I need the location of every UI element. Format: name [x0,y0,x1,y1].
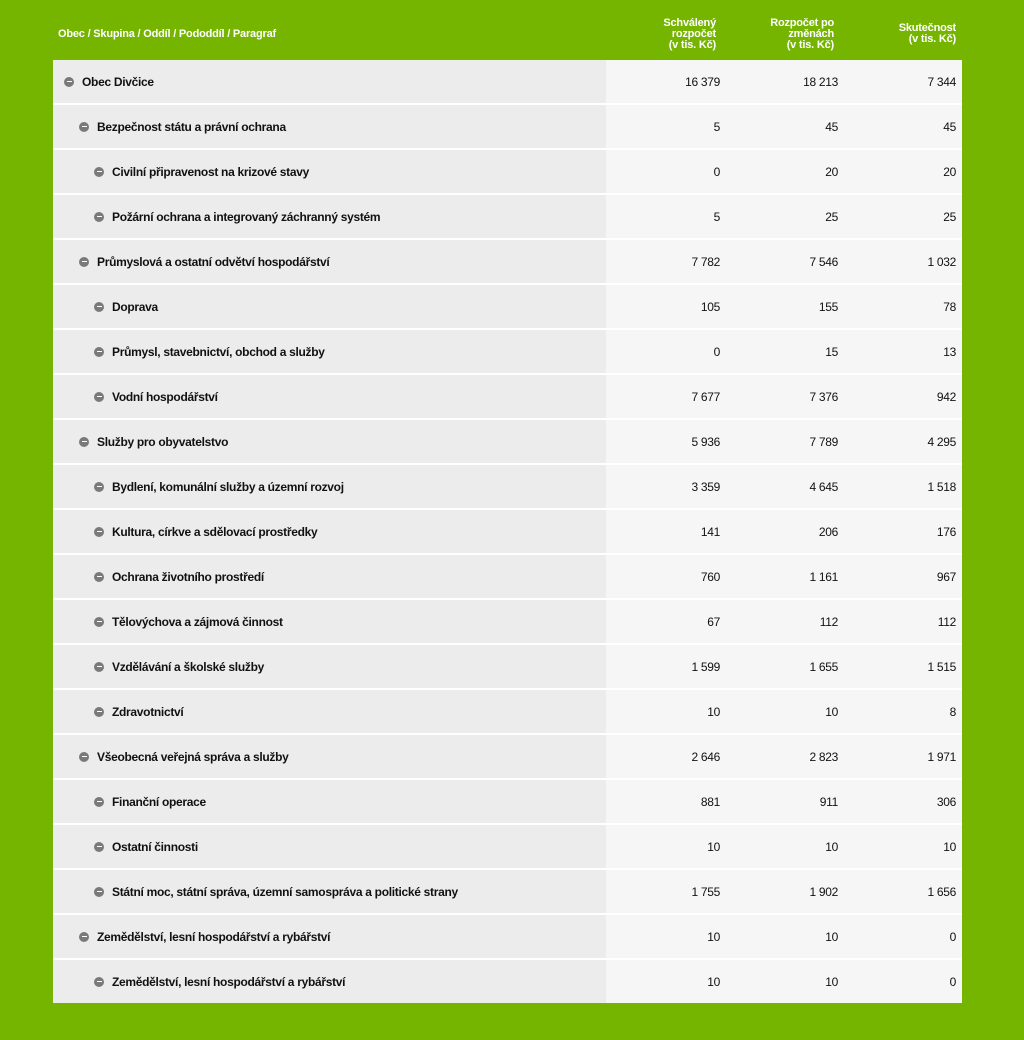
row-values [606,510,962,553]
header-approved-col[interactable] [602,18,716,51]
approved-value: 881 [700,794,720,809]
row-name-cell[interactable] [53,60,606,103]
approved-value: 1 755 [691,884,720,899]
row-name-cell[interactable] [53,240,606,283]
table-row[interactable] [53,330,962,375]
row-values [606,825,962,868]
actual-value: 20 [943,164,956,179]
approved-value: 5 936 [691,434,720,449]
approved-value: 141 [700,524,720,539]
table-row[interactable] [53,870,962,915]
collapse-icon[interactable] [79,257,89,267]
changed-value: 1 161 [809,569,838,584]
table-row[interactable] [53,555,962,600]
row-label: Ochrana životního prostředí [112,569,264,584]
table-row[interactable] [53,690,962,735]
header-approved-line: rozpočet [671,27,716,40]
row-label: Vzdělávání a školské služby [112,659,264,674]
table-row[interactable] [53,105,962,150]
actual-value: 306 [936,794,956,809]
collapse-icon[interactable] [94,392,104,402]
collapse-icon[interactable] [94,167,104,177]
row-label: Průmyslová a ostatní odvětví hospodářství [97,254,330,269]
changed-value: 112 [819,614,838,629]
row-name-cell[interactable] [53,375,606,418]
collapse-icon[interactable] [64,77,74,87]
header-actual-line: (v tis. Kč) [908,33,956,45]
approved-value: 105 [700,299,720,314]
row-name-cell[interactable] [53,330,606,373]
collapse-icon[interactable] [94,572,104,582]
row-label: Zemědělství, lesní hospodářství a rybářství [112,974,346,989]
actual-value: 13 [943,344,956,359]
row-label: Vodní hospodářství [112,389,218,404]
actual-value: 1 032 [927,254,956,269]
row-label: Státní moc, státní správa, územní samospráva a politické strany [112,884,458,899]
row-name-cell[interactable] [53,600,606,643]
changed-value: 20 [825,164,838,179]
actual-value: 7 344 [927,74,956,89]
row-values [606,555,962,598]
row-name-cell[interactable] [53,105,606,148]
collapse-icon[interactable] [94,662,104,672]
collapse-icon[interactable] [94,797,104,807]
row-values [606,420,962,463]
header-changed-line: Rozpočet po [770,16,834,29]
collapse-icon[interactable] [94,842,104,852]
collapse-icon[interactable] [79,932,89,942]
actual-value: 45 [943,119,956,134]
changed-value: 206 [818,524,838,539]
row-label: Průmysl, stavebnictví, obchod a služby [112,344,325,359]
budget-table [53,8,962,1003]
collapse-icon[interactable] [94,482,104,492]
row-name-cell[interactable] [53,960,606,1003]
changed-value: 911 [819,794,838,809]
approved-value: 7 677 [691,389,720,404]
row-label: Civilní připravenost na krizové stavy [112,164,309,179]
row-label: Obec Divčice [82,74,154,89]
approved-value: 67 [707,614,720,629]
row-label: Požární ochrana a integrovaný záchranný systém [112,209,381,224]
approved-value: 3 359 [691,479,720,494]
row-values [606,600,962,643]
row-name-cell[interactable] [53,780,606,823]
header-name-col[interactable]: Obec / Skupina / Oddíl / Pododdíl / Paragraf [58,28,276,40]
table-row[interactable] [53,465,962,510]
table-row[interactable] [53,510,962,555]
table-row[interactable] [53,960,962,1003]
actual-value: 1 518 [927,479,956,494]
actual-value: 942 [936,389,956,404]
changed-value: 7 376 [809,389,838,404]
actual-value: 78 [943,299,956,314]
row-name-cell[interactable] [53,510,606,553]
actual-value: 0 [949,974,956,989]
row-name-cell[interactable] [53,195,606,238]
row-label: Zemědělství, lesní hospodářství a rybářství [97,929,331,944]
collapse-icon[interactable] [94,302,104,312]
row-values [606,735,962,778]
row-name-cell[interactable] [53,690,606,733]
approved-value: 10 [707,974,720,989]
collapse-icon[interactable] [79,752,89,762]
actual-value: 10 [943,839,956,854]
table-row[interactable] [53,915,962,960]
row-name-cell[interactable] [53,285,606,328]
row-label: Bydlení, komunální služby a územní rozvoj [112,479,344,494]
table-row[interactable] [53,195,962,240]
header-approved-line: Schválený [663,16,716,29]
table-row[interactable] [53,60,962,105]
changed-value: 15 [825,344,838,359]
changed-value: 10 [825,839,838,854]
actual-value: 8 [949,704,956,719]
table-row[interactable] [53,285,962,330]
changed-value: 7 789 [809,434,838,449]
row-name-cell[interactable] [53,150,606,193]
row-values [606,960,962,1003]
changed-value: 10 [825,704,838,719]
changed-value: 7 546 [809,254,838,269]
row-label: Všeobecná veřejná správa a služby [97,749,289,764]
row-label: Finanční operace [112,794,206,809]
approved-value: 0 [713,164,720,179]
collapse-icon[interactable] [94,887,104,897]
row-values [606,105,962,148]
approved-value: 10 [707,704,720,719]
row-values [606,465,962,508]
row-label: Bezpečnost státu a právní ochrana [97,119,286,134]
row-values [606,285,962,328]
approved-value: 5 [713,209,720,224]
collapse-icon[interactable] [94,527,104,537]
actual-value: 176 [936,524,956,539]
row-values [606,330,962,373]
approved-value: 7 782 [691,254,720,269]
approved-value: 10 [707,839,720,854]
row-label: Ostatní činnosti [112,839,198,854]
header-actual-col[interactable] [834,23,962,45]
header-changed-line: změnách [788,27,834,40]
row-values [606,195,962,238]
approved-value: 10 [707,929,720,944]
actual-value: 0 [949,929,956,944]
changed-value: 18 213 [803,74,838,89]
row-name-cell[interactable] [53,645,606,688]
changed-value: 2 823 [809,749,838,764]
approved-value: 5 [713,119,720,134]
changed-value: 1 655 [809,659,838,674]
row-label: Doprava [112,299,158,314]
row-label: Služby pro obyvatelstvo [97,434,229,449]
table-row[interactable] [53,780,962,825]
table-header [53,8,962,60]
collapse-icon[interactable] [79,122,89,132]
header-changed-col[interactable] [716,18,834,51]
changed-value: 25 [825,209,838,224]
header-approved-line: (v tis. Kč) [668,38,716,51]
table-row[interactable] [53,420,962,465]
approved-value: 2 646 [691,749,720,764]
changed-value: 4 645 [809,479,838,494]
collapse-icon[interactable] [94,977,104,987]
approved-value: 760 [700,569,720,584]
changed-value: 155 [818,299,838,314]
table-row[interactable] [53,825,962,870]
changed-value: 1 902 [809,884,838,899]
actual-value: 4 295 [927,434,956,449]
row-values [606,375,962,418]
actual-value: 1 515 [927,659,956,674]
header-actual-line: Skutečnost [898,22,956,34]
table-row[interactable] [53,735,962,780]
row-values [606,780,962,823]
table-row[interactable] [53,150,962,195]
collapse-icon[interactable] [79,437,89,447]
row-name-cell[interactable] [53,825,606,868]
table-body [53,60,962,1003]
row-label: Zdravotnictví [112,704,184,719]
row-values [606,60,962,103]
row-values [606,690,962,733]
row-values [606,915,962,958]
table-row[interactable] [53,645,962,690]
row-label: Kultura, církve a sdělovací prostředky [112,524,318,539]
collapse-icon[interactable] [94,707,104,717]
changed-value: 45 [825,119,838,134]
approved-value: 16 379 [685,74,720,89]
row-name-cell[interactable] [53,915,606,958]
row-label: Tělovýchova a zájmová činnost [112,614,283,629]
actual-value: 1 971 [927,749,956,764]
row-name-cell[interactable] [53,420,606,463]
row-name-cell[interactable] [53,735,606,778]
table-row[interactable] [53,240,962,285]
actual-value: 1 656 [927,884,956,899]
changed-value: 10 [825,929,838,944]
row-name-cell[interactable] [53,555,606,598]
row-name-cell[interactable] [53,870,606,913]
actual-value: 967 [936,569,956,584]
collapse-icon[interactable] [94,617,104,627]
actual-value: 112 [937,614,956,629]
table-row[interactable] [53,600,962,645]
actual-value: 25 [943,209,956,224]
row-values [606,645,962,688]
collapse-icon[interactable] [94,212,104,222]
row-values [606,150,962,193]
approved-value: 0 [713,344,720,359]
table-row[interactable] [53,375,962,420]
collapse-icon[interactable] [94,347,104,357]
row-values [606,870,962,913]
row-name-cell[interactable] [53,465,606,508]
header-changed-line: (v tis. Kč) [786,38,834,51]
changed-value: 10 [825,974,838,989]
approved-value: 1 599 [691,659,720,674]
row-values [606,240,962,283]
